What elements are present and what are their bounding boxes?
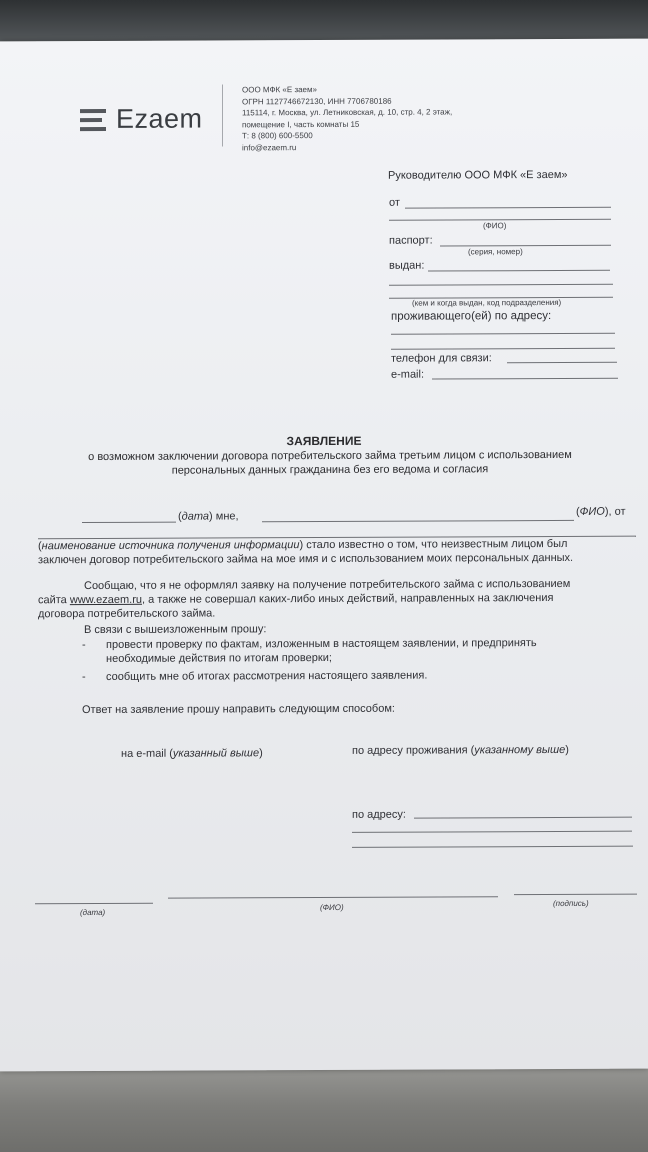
phone-line [507, 362, 617, 363]
reply-option-email[interactable] [121, 746, 263, 761]
reply-intro: Ответ на заявление прошу направить следующим способом: [82, 702, 395, 717]
option-email-prefix: на e-mail ( [121, 747, 173, 760]
subtitle-line-1: о возможном заключении договора потребительского займа третьим лицом с использованием [88, 448, 572, 464]
date-line [82, 522, 176, 523]
issued-line-2 [389, 284, 613, 286]
email-label: e-mail: [391, 368, 425, 381]
addressee-to: Руководителю ООО МФК «Е заем» [388, 168, 568, 182]
reply-option-post[interactable] [352, 743, 569, 758]
logo-bars-icon [80, 108, 106, 130]
fio-caption: (ФИО) [483, 221, 507, 231]
address-line-2 [352, 831, 632, 833]
contract-line: заключен договор потребительского займа на мое имя и с использованием моих персональных данных. [38, 551, 574, 567]
p2-line-2 [38, 591, 570, 607]
fio-line [262, 520, 574, 522]
passport-caption: (серия, номер) [468, 247, 523, 257]
date-fill: (дата) мне, [178, 510, 239, 523]
request-item-2: - сообщить мне об итогах рассмотрения настоящего заявления. [82, 668, 537, 684]
request-item-1: - провести проверку по фактам, изложенным в настоящем заявлении, и предпринять необходимые действия по итогам проверки; [82, 637, 537, 665]
document-page [0, 39, 648, 1072]
header-divider [222, 84, 223, 146]
fio-word: ФИО [579, 505, 605, 518]
background-table [0, 1060, 648, 1152]
request-item-1-line-2: необходимые действия по итогам проверки; [106, 651, 332, 665]
from-label: от [389, 196, 400, 209]
logo-text: Ezaem [116, 103, 203, 134]
sig-sign-caption: (подпись) [553, 898, 589, 909]
company-phone: Т: 8 (800) 600-5500 [242, 131, 313, 141]
issued-label: выдан: [389, 259, 425, 272]
statement-title: ЗАЯВЛЕНИЕ [286, 433, 362, 449]
email-line [432, 378, 618, 380]
company-name: ООО МФК «Е заем» [242, 85, 317, 95]
passport-line [440, 245, 611, 247]
address-line-3 [352, 846, 633, 848]
issued-line [428, 270, 610, 272]
request-list [82, 636, 537, 684]
address-line-1 [414, 817, 632, 819]
p2-site-prefix: сайта [38, 594, 70, 607]
sig-fio-line [168, 896, 498, 898]
phone-label: телефон для связи: [391, 352, 492, 365]
company-details [242, 83, 452, 153]
p2-line-3: договора потребительского займа. [38, 607, 216, 621]
issued-caption: (кем и когда выдан, код подразделения) [412, 297, 562, 308]
company-ogrn: ОГРН 1127746672130, ИНН 7706780186 [242, 96, 392, 106]
address-label: по адресу: [352, 808, 406, 821]
option-post-prefix: по адресу проживания ( [352, 744, 475, 757]
subtitle-line-2: персональных данных гражданина без его ведома и согласия [171, 463, 489, 477]
residing-line-2 [391, 348, 615, 350]
paragraph-2 [38, 577, 570, 621]
from-line [405, 207, 611, 209]
residing-label: проживающего(ей) по адресу: [391, 310, 552, 323]
passport-label: паспорт: [389, 234, 433, 247]
sig-sign-line [514, 894, 637, 896]
p2-line-1: Сообщаю, что я не оформлял заявку на получение потребительского займа с использованием [84, 577, 571, 593]
company-logo [80, 104, 203, 136]
company-address-1: 115114, г. Москва, ул. Летниковская, д. 10, стр. 4, 2 этаж, [242, 107, 453, 118]
company-address-2: помещение I, часть комнаты 15 [242, 119, 360, 130]
sig-date-caption: (дата) [80, 907, 106, 918]
source-paragraph: (наименование источника получения информации) стало известно о том, что неизвестным лицом был заключен договор потребительского займа на мое имя и с использованием моих персональных данных. [38, 537, 574, 567]
option-post-close: ) [565, 743, 569, 756]
fio-fill: (ФИО), от [576, 505, 626, 518]
me-word: ) мне, [209, 510, 239, 523]
sig-date-line [35, 903, 153, 905]
request-item-2-text: сообщить мне об итогах рассмотрения настоящего заявления. [106, 669, 428, 683]
statement-subtitle [40, 448, 620, 479]
request-intro: В связи с вышеизложенным прошу: [84, 623, 267, 637]
sig-fio-caption: (ФИО) [320, 902, 344, 913]
company-email: info@ezaem.ru [242, 143, 297, 153]
option-post-italic: указанному выше [474, 743, 566, 757]
request-item-1-line-1: провести проверку по фактам, изложенным в настоящем заявлении, и предпринять [106, 637, 537, 651]
date-word: дата [181, 510, 210, 523]
option-email-italic: указанный выше [172, 747, 260, 760]
option-email-close: ) [259, 747, 263, 760]
site-link[interactable]: www.ezaem.ru [69, 593, 142, 607]
p2-line-2-rest: , а также не совершал каких-либо иных действий, направленных на заключения [142, 591, 554, 606]
source-name: наименование источника получения информации [41, 539, 300, 553]
residing-line-1 [391, 333, 615, 335]
from-word: ), от [604, 505, 626, 518]
became-known: ) стало известно о том, что неизвестным лицом был [299, 537, 568, 552]
